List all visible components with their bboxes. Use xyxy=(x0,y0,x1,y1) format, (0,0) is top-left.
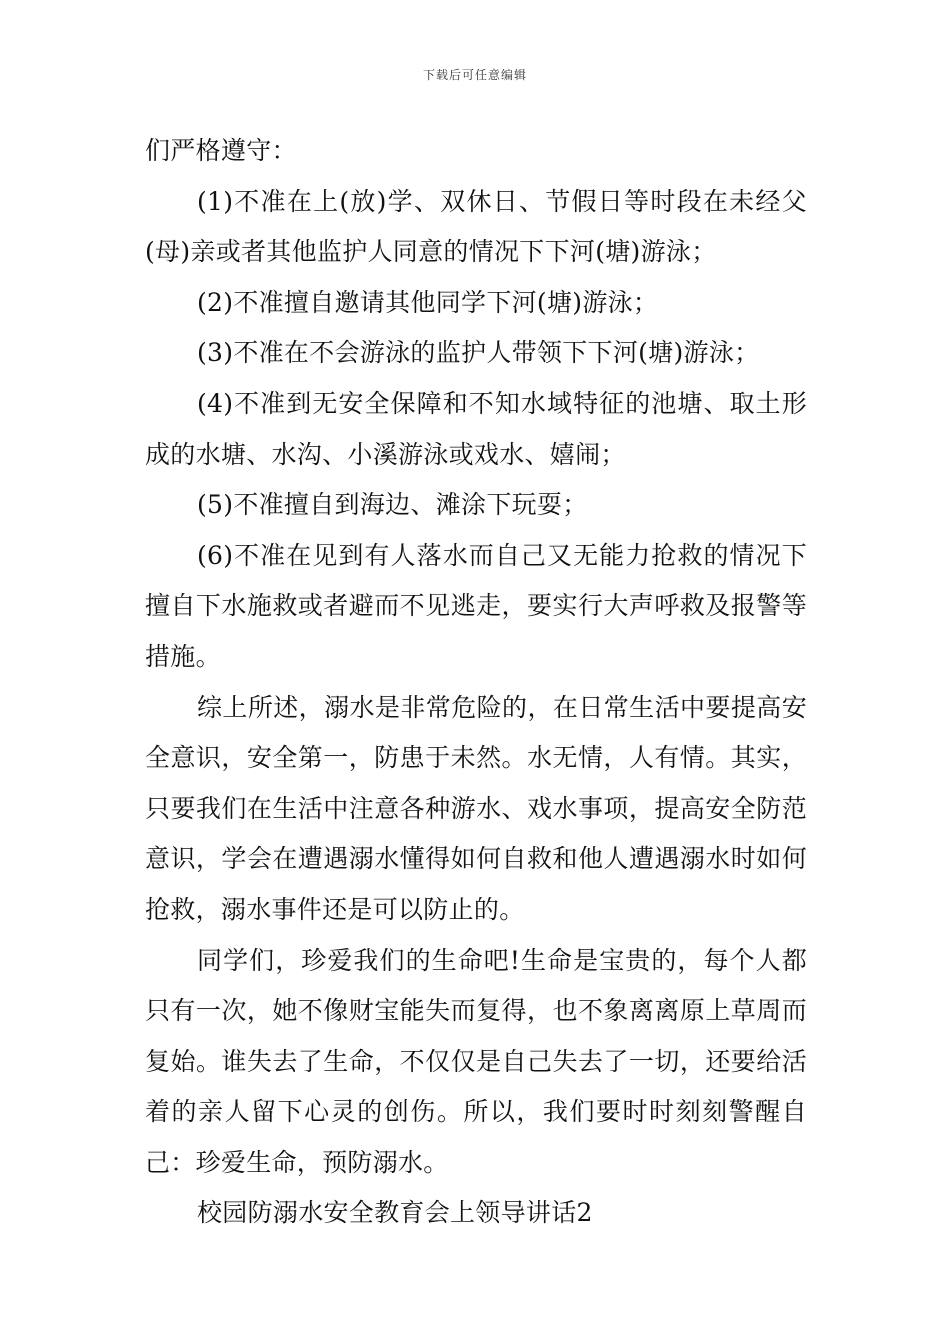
rule-item-3: (3)不准在不会游泳的监护人带领下下河(塘)游泳； xyxy=(197,338,760,368)
summary-paragraph: 综上所述，溺水是非常危险的，在日常生活中要提高安全意识，安全第一，防患于未然。水无情，人有情。其实，只要我们在生活中注意各种游水、戏水事项，提高安全防范意识，学会在遭遇溺水懂得如何自救和他人遭遇溺水时如何抢救，溺水事件还是可以防止的。 xyxy=(145,692,807,924)
closing-paragraph: 同学们，珍爱我们的生命吧!生命是宝贵的，每个人都只有一次，她不像财宝能失而复得，也不象离离原上草周而复始。谁失去了生命，不仅仅是自己失去了一切，还要给活着的亲人留下心灵的创伤。所以，我们要时时刻刻警醒自己：珍爱生命，预防溺水。 xyxy=(145,945,807,1177)
page-header-note: 下载后可任意编辑 xyxy=(422,68,527,82)
document-body xyxy=(145,126,807,1239)
rule-item-2: (2)不准擅自邀请其他同学下河(塘)游泳； xyxy=(197,287,659,317)
rule-item-1: (1)不准在上(放)学、双休日、节假日等时段在未经父(母)亲或者其他监护人同意的情况下下河(塘)游泳； xyxy=(145,186,807,267)
section-title: 校园防溺水安全教育会上领导讲话2 xyxy=(197,1198,593,1228)
paragraph-continuation: 们严格遵守： xyxy=(145,136,297,165)
rule-item-6: (6)不准在见到有人落水而自己又无能力抢救的情况下擅自下水施救或者避而不见逃走，要实行大声呼救及报警等措施。 xyxy=(145,540,807,671)
rule-item-5: (5)不准擅自到海边、滩涂下玩耍； xyxy=(197,490,588,520)
rule-item-4: (4)不准到无安全保障和不知水域特征的池塘、取土形成的水塘、水沟、小溪游泳或戏水、嬉闹； xyxy=(145,388,807,469)
